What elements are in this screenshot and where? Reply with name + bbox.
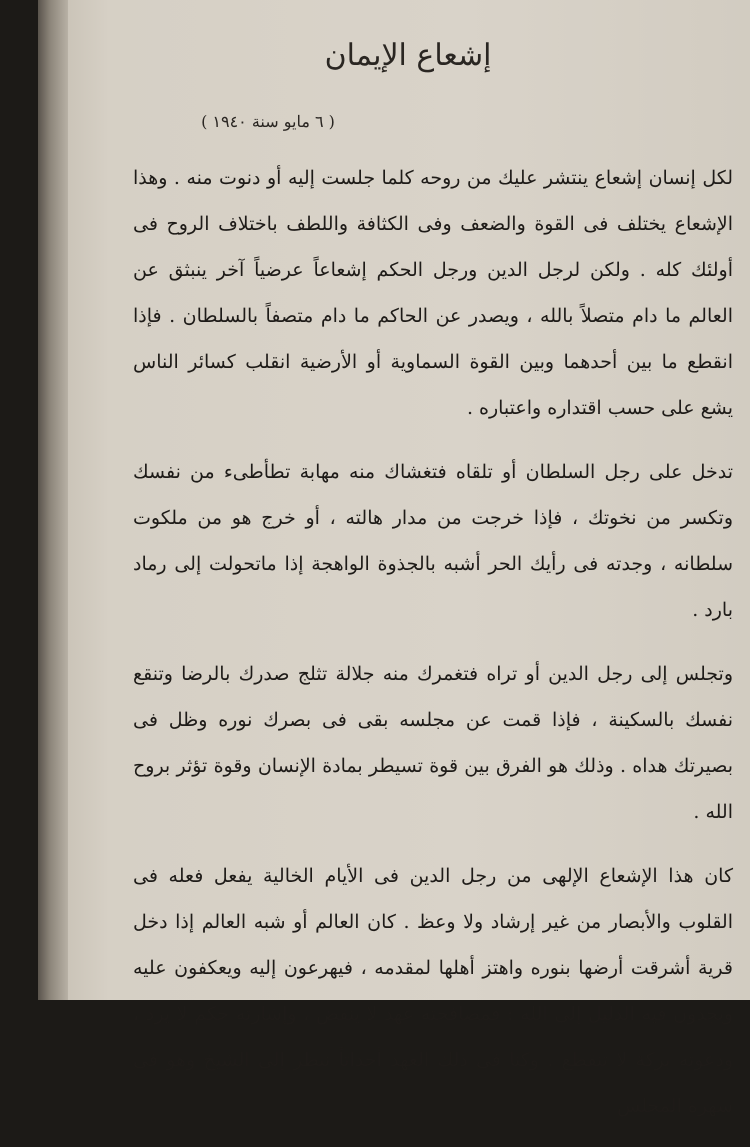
article-date: ( ٦ مايو سنة ١٩٤٠ )	[201, 112, 335, 131]
book-spine-shadow	[38, 0, 68, 1000]
paragraph: تدخل على رجل السلطان أو تلقاه فتغشاك منه مهابة تطأطىء من نفسك وتكسر من نخوتك ، فإذا خرجت من مدار هالته ، أو خرج هو من ملكوت سلطانه ، وجدته فى رأيك الحر أشبه بالجذوة الواهجة إذا ماتحولت إلى رماد بارد .	[133, 461, 733, 621]
paragraph: لكل إنسان إشعاع ينتشر عليك من روحه كلما جلست إليه أو دنوت منه . وهذا الإشعاع يختلف فى القوة والضعف وفى الكثافة واللطف باختلاف الروح فى أولئك كله . ولكن لرجل الدين ورجل الحكم إشعاعاً عرضياً آخر ينبثق عن العالم ما دام متصلاً بالله ، ويصدر عن الحاكم ما دام متصفاً بالسلطان . فإذا انقطع ما بين أحدهما وبين القوة السماوية أو الأرضية انقلب كسائر الناس يشع على حسب اقتداره واعتباره .	[133, 167, 733, 419]
article-body	[133, 155, 733, 1147]
paragraph: كان هذا الإشعاع الإلهى من رجل الدين فى الأيام الخالية يفعل فعله فى القلوب والأبصار من غير إرشاد ولا وعظ . كان العالم أو شبه العالم إذا دخل قرية أشرقت أرضها بنوره واهتز أهلها لمقدمه ، فيهرعون إليه ويعكفون عليه ويجدون فيه الدليل إلى الله : فمصافحته عهد لا ينقض ، وإشارته حكم لا يرد ، ودعوته بركة لا تنقطع . وكنا فى ذلك العهد أحداثاً ننظر إلى الشيخ وهو فى سهرة المجلس	[133, 865, 733, 1117]
book-page	[38, 0, 750, 1117]
page-title: إشعاع الإيمان	[324, 38, 492, 73]
paragraph: وتجلس إلى رجل الدين أو تراه فتغمرك منه جلالة تثلج صدرك بالرضا وتنقع نفسك بالسكينة ، فإذا قمت عن مجلسه بقى فى بصرك نوره وظل فى بصيرتك هداه . وذلك هو الفرق بين قوة تسيطر بمادة الإنسان وقوة تؤثر بروح الله .	[133, 663, 733, 823]
